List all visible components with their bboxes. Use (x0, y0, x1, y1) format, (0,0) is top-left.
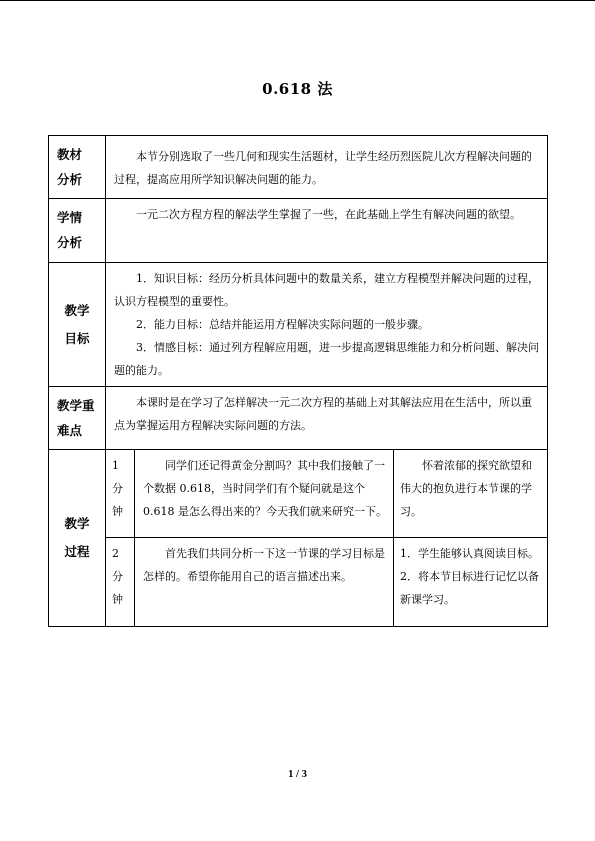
label-teaching-process: 教学 过程 (49, 450, 106, 627)
goal-item: 2．能力目标：总结并能运用方程解决实际问题的一般步骤。 (136, 318, 429, 331)
row-teaching-goals (49, 263, 548, 387)
goal-item: 1．知识目标：经历分析具体问题中的数量关系，建立方程模型并解决问题的过程，认识方程模型的重要性。 (114, 272, 539, 308)
learner-analysis-text: 一元二次方程方程的解法学生掌握了一些，在此基础上学生有解决问题的欲望。 (106, 199, 548, 263)
label-material-analysis: 教材 分析 (49, 136, 106, 199)
label-learner-analysis: 学情 分析 (49, 199, 106, 263)
student-activity: 怀着浓郁的探究欲望和伟大的抱负进行本节课的学习。 (394, 450, 548, 538)
process-step-row (49, 538, 548, 627)
top-rule (0, 0, 595, 1)
row-key-points (49, 387, 548, 450)
step-time: 1 分钟 (106, 450, 135, 538)
process-step-row (49, 450, 548, 538)
lesson-plan-table (48, 135, 548, 627)
student-activity: 1．学生能够认真阅读目标。 2．将本节目标进行记忆以备新课学习。 (394, 538, 548, 627)
teaching-goals-list (106, 263, 548, 387)
label-key-points: 教学重 难点 (49, 387, 106, 450)
teacher-activity: 首先我们共同分析一下这一节课的学习目标是怎样的。希望你能用自己的语言描述出来。 (135, 538, 394, 627)
material-analysis-text: 本节分别选取了一些几何和现实生活题材，让学生经历烈医院儿次方程解决问题的过程，提高应用所学知识解决问题的能力。 (106, 136, 548, 199)
goal-item: 3．情感目标：通过列方程解应用题，进一步提高逻辑思维能力和分析问题、解决问题的能力。 (114, 341, 539, 377)
page-title: 0.618 法 (262, 80, 333, 98)
label-teaching-goals: 教学 目标 (49, 263, 106, 387)
row-learner-analysis (49, 199, 548, 263)
step-time: 2 分钟 (106, 538, 135, 627)
teacher-activity: 同学们还记得黄金分割吗？其中我们接触了一个数据 0.618，当时同学们有个疑问就是这个 0.618 是怎么得出来的？今天我们就来研究一下。 (135, 450, 394, 538)
page-number: 1 / 3 (288, 769, 307, 780)
key-points-text: 本课时是在学习了怎样解决一元二次方程的基础上对其解法应用在生活中，所以重点为掌握运用方程解决实际问题的方法。 (106, 387, 548, 450)
row-material-analysis (49, 136, 548, 199)
